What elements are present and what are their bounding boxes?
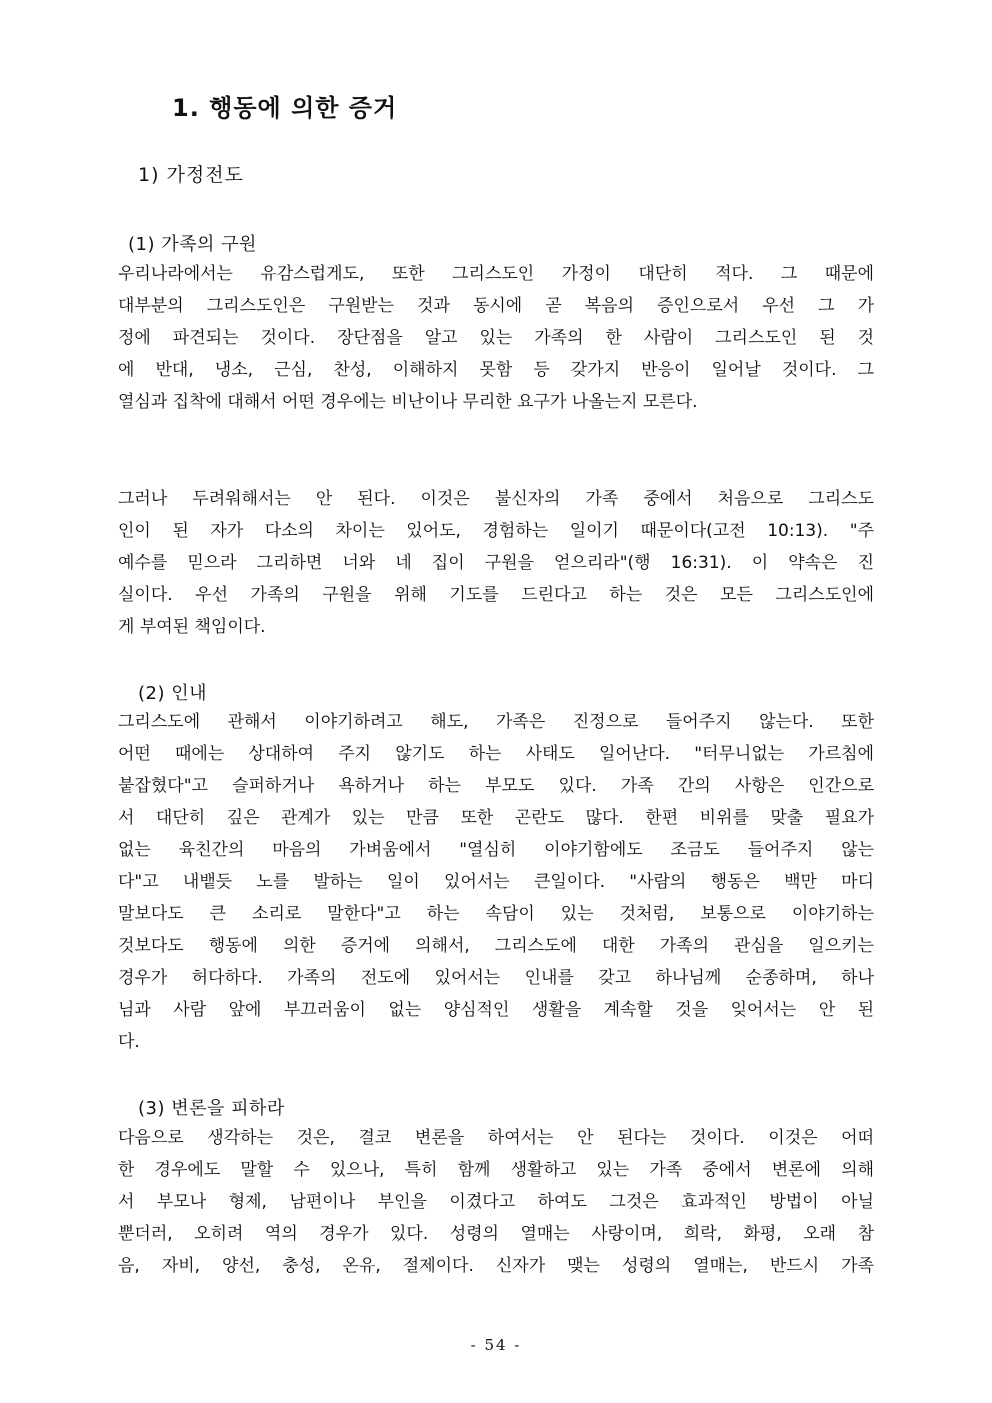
text-line: 예수를 믿으라 그리하면 너와 네 집이 구원을 얻으리라"(행 16:31). 이 약속은 진	[118, 553, 874, 573]
text-line: 실이다. 우선 가족의 구원을 위해 기도를 드린다고 하는 것은 모든 그리스도인에	[118, 585, 874, 605]
text-line: 서 대단히 깊은 관계가 있는 만큼 또한 곤란도 많다. 한편 비위를 맞출 필요가	[118, 808, 874, 828]
text-line: 님과 사람 앞에 부끄러움이 없는 양심적인 생활을 계속할 것을 잊어서는 안 된	[118, 1000, 874, 1020]
text-line: 대부분의 그리스도인은 구원받는 것과 동시에 곧 복음의 증인으로서 우선 그 가	[118, 296, 874, 316]
paragraph	[118, 1122, 874, 1282]
text-line: 우리나라에서는 유감스럽게도, 또한 그리스도인 가정이 대단히 적다. 그 때문에	[118, 264, 874, 284]
text-line: 한 경우에도 말할 수 있으나, 특히 함께 생활하고 있는 가족 중에서 변론에 의해	[118, 1160, 874, 1180]
text-line: 어떤 때에는 상대하여 주지 않기도 하는 사태도 일어난다. "터무니없는 가르침에	[118, 744, 874, 764]
text-line: 것보다도 행동에 의한 증거에 의해서, 그리스도에 대한 가족의 관심을 일으키는	[118, 936, 874, 956]
text-line: 다음으로 생각하는 것은, 결코 변론을 하여서는 안 된다는 것이다. 이것은 어떠	[118, 1128, 874, 1148]
text-line: 경우가 허다하다. 가족의 전도에 있어서는 인내를 갖고 하나님께 순종하며, 하나	[118, 968, 874, 988]
text-line: 없는 육친간의 마음의 가벼움에서 "열심히 이야기함에도 조금도 들어주지 않는	[118, 840, 874, 860]
text-line: 다"고 내뱉듯 노를 발하는 일이 있어서는 큰일이다. "사람의 행동은 백만 마디	[118, 872, 874, 892]
page-number: - 54 -	[470, 1336, 522, 1354]
paragraph	[118, 483, 874, 643]
section-subheading: 1) 가정전도	[138, 164, 244, 186]
text-line: 붙잡혔다"고 슬퍼하거나 욕하거나 하는 부모도 있다. 가족 간의 사항은 인간으로	[118, 776, 874, 796]
text-line: 음, 자비, 양선, 충성, 온유, 절제이다. 신자가 맺는 성령의 열매는, 반드시 가족	[118, 1256, 874, 1276]
section-title-family-salvation: (1) 가족의 구원	[128, 234, 257, 255]
text-line: 게 부여된 책임이다.	[118, 617, 266, 637]
text-line: 서 부모나 형제, 남편이나 부인을 이겼다고 하여도 그것은 효과적인 방법이 아닐	[118, 1192, 874, 1212]
text-line: 인이 된 자가 다소의 차이는 있어도, 경험하는 일이기 때문이다(고전 10:13). "주	[118, 521, 874, 541]
chapter-heading: 1. 행동에 의한 증거	[172, 94, 398, 122]
text-line: 뿐더러, 오히려 역의 경우가 있다. 성령의 열매는 사랑이며, 희락, 화평, 오래 참	[118, 1224, 874, 1244]
paragraph	[118, 706, 874, 1058]
text-line: 그리스도에 관해서 이야기하려고 해도, 가족은 진정으로 들어주지 않는다. 또한	[118, 712, 874, 732]
section-title-patience: (2) 인내	[138, 683, 207, 704]
text-line: 다.	[118, 1032, 140, 1052]
paragraph	[118, 258, 874, 418]
text-line: 에 반대, 냉소, 근심, 찬성, 이해하지 못함 등 갖가지 반응이 일어날 것이다. 그	[118, 360, 874, 380]
text-line: 말보다도 큰 소리로 말한다"고 하는 속담이 있는 것처럼, 보통으로 이야기하는	[118, 904, 874, 924]
section-title-avoid-argument: (3) 변론을 피하라	[138, 1098, 285, 1119]
text-line: 그러나 두려워해서는 안 된다. 이것은 불신자의 가족 중에서 처음으로 그리스도	[118, 489, 874, 509]
text-line: 열심과 집착에 대해서 어떤 경우에는 비난이나 무리한 요구가 나올는지 모른다.	[118, 392, 698, 412]
text-line: 정에 파견되는 것이다. 장단점을 알고 있는 가족의 한 사람이 그리스도인 된 것	[118, 328, 874, 348]
